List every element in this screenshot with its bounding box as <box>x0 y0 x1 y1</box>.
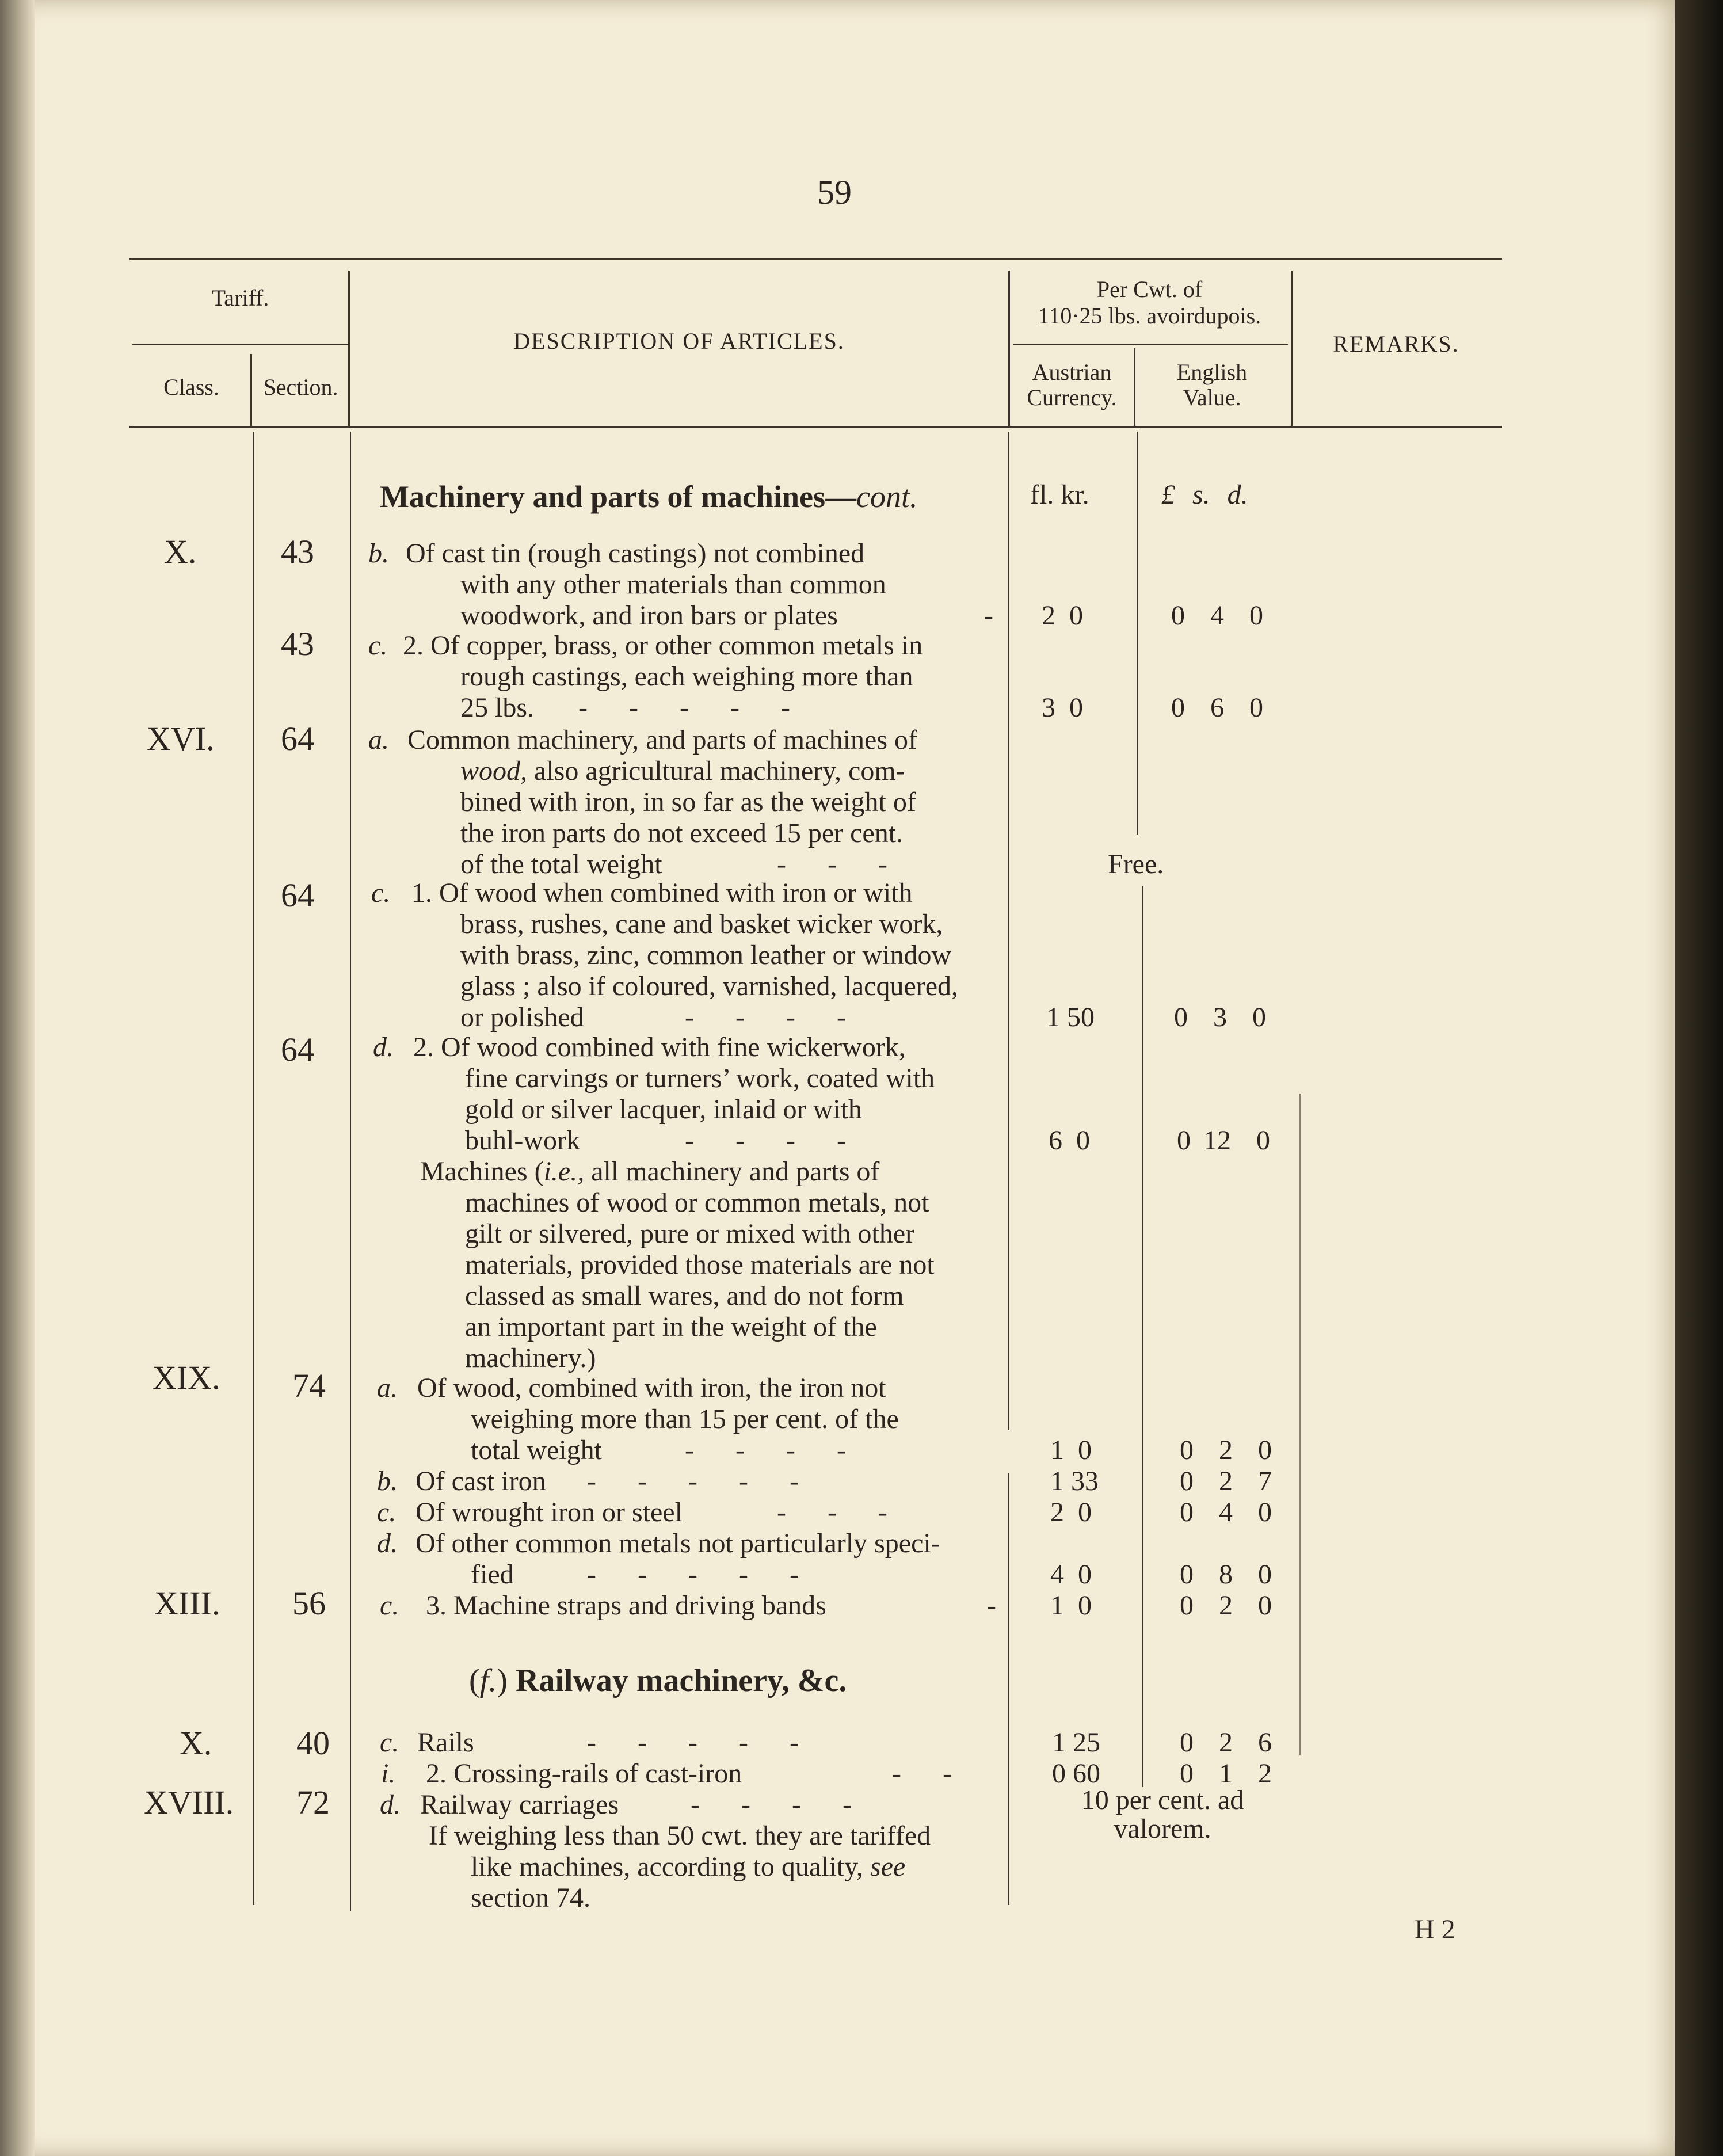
section-number: 64 <box>281 877 314 914</box>
item-letter: c. <box>371 878 391 908</box>
desc-line: materials, provided those materials are not <box>465 1250 935 1280</box>
desc-line: fied <box>471 1559 514 1590</box>
desc-line: total weight <box>471 1435 602 1465</box>
desc-line: Of cast tin (rough castings) not combined <box>406 538 865 569</box>
desc-line: 25 lbs. <box>460 692 535 723</box>
section-number: 64 <box>281 720 314 757</box>
header-class: Class. <box>163 374 219 400</box>
english-value: 0 2 0 <box>1180 1435 1272 1465</box>
desc-line: Of wrought iron or steel <box>415 1497 683 1528</box>
desc-line: section 74. <box>471 1883 590 1913</box>
section-number: 56 <box>292 1584 326 1622</box>
english-value: 0 12 0 <box>1177 1125 1270 1156</box>
austrian-value: 0 60 <box>1052 1758 1100 1789</box>
section-heading-main: Machinery and parts of machines— <box>380 479 856 514</box>
table-top-rule <box>129 258 1502 260</box>
english-value: 0 1 2 <box>1180 1758 1272 1789</box>
header-austrian-1: Austrian <box>1032 359 1112 385</box>
ad-valorem-line-1: 10 per cent. ad <box>1081 1785 1244 1815</box>
body-divider-cur-bottom <box>1142 886 1143 1787</box>
desc-line: glass ; also if coloured, varnished, lacquered, <box>460 971 959 1001</box>
unit-lsd: £ s. d. <box>1161 479 1248 510</box>
desc-italic: see <box>870 1852 906 1882</box>
class-label: X. <box>164 533 197 570</box>
class-label: X. <box>180 1724 212 1762</box>
desc-line: Common machinery, and parts of machines of <box>407 725 917 755</box>
desc-line: machines of wood or common metals, not <box>465 1187 929 1218</box>
austrian-value: 6 0 <box>1049 1125 1090 1156</box>
item-letter: b. <box>368 538 389 569</box>
desc-line: 2. Of copper, brass, or other common metals in <box>403 630 923 661</box>
desc-line: Of wood, combined with iron, the iron not <box>417 1373 886 1403</box>
unit-fl-kr: fl. kr. <box>1030 479 1089 510</box>
desc-line: with brass, zinc, common leather or window <box>460 940 952 970</box>
desc-italic: i.e., <box>543 1156 585 1187</box>
desc-italic: wood, <box>460 756 528 786</box>
desc-line: an important part in the weight of the <box>465 1312 877 1342</box>
english-value: 0 2 0 <box>1180 1590 1272 1621</box>
tariff-subrule <box>132 344 348 345</box>
header-per-cwt-1: Per Cwt. of <box>1096 276 1203 302</box>
body-divider-remarks <box>1299 1094 1301 1755</box>
section-heading-railway <box>469 1662 847 1699</box>
item-letter: d. <box>373 1032 394 1062</box>
header-section: Section. <box>263 374 338 400</box>
section-number: 43 <box>281 625 314 662</box>
header-divider-1 <box>348 271 350 426</box>
item-letter: c. <box>380 1727 399 1758</box>
ad-valorem-line-2: valorem. <box>1114 1814 1211 1844</box>
per-cwt-subrule <box>1013 344 1288 345</box>
header-per-cwt-2: 110·25 lbs. avoirdupois. <box>1038 303 1261 329</box>
heading-paren: ) <box>497 1663 508 1698</box>
austrian-value: 1 50 <box>1046 1002 1095 1033</box>
heading-paren: ( <box>469 1663 480 1698</box>
desc-line: Rails <box>417 1727 474 1758</box>
desc-line: Railway carriages <box>420 1789 619 1820</box>
austrian-value: 1 25 <box>1052 1727 1100 1758</box>
section-number: 40 <box>296 1724 330 1762</box>
desc-line: gilt or silvered, pure or mixed with other <box>465 1218 915 1249</box>
dot-leader: - - - - - <box>578 692 790 723</box>
desc-line: 1. Of wood when combined with iron or with <box>411 878 913 908</box>
austrian-value: 1 33 <box>1050 1466 1099 1496</box>
desc-line: classed as small wares, and do not form <box>465 1281 904 1311</box>
english-value: 0 2 6 <box>1180 1727 1272 1758</box>
desc-line: with any other materials than common <box>460 569 886 600</box>
header-english-2: Value. <box>1183 384 1241 410</box>
free-label: Free. <box>1108 849 1164 879</box>
dot-leader: - - - - <box>685 1435 846 1465</box>
austrian-value: 4 0 <box>1050 1559 1092 1590</box>
dot-leader: - - <box>892 1758 952 1789</box>
item-letter: a. <box>377 1373 398 1403</box>
item-letter: a. <box>368 725 389 755</box>
dot-leader: - - - - <box>691 1789 852 1820</box>
dot-leader: - - - <box>777 1497 887 1528</box>
dot-leader: - <box>987 1590 996 1621</box>
section-number: 64 <box>281 1031 314 1068</box>
class-label: XVIII. <box>144 1784 234 1821</box>
desc-text: Machines ( <box>420 1156 544 1187</box>
dot-leader: - - - - - <box>587 1466 799 1496</box>
body-divider-desc-lower <box>1008 1473 1009 1905</box>
desc-line: gold or silver lacquer, inlaid or with <box>465 1094 862 1125</box>
english-value: 0 4 0 <box>1171 600 1263 631</box>
body-divider-class <box>253 432 254 1905</box>
header-description: DESCRIPTION OF ARTICLES. <box>513 328 845 354</box>
english-value: 0 8 0 <box>1180 1559 1272 1590</box>
item-letter: b. <box>377 1466 398 1496</box>
body-divider-cur-top <box>1137 432 1138 835</box>
desc-line <box>460 755 905 787</box>
desc-line: brass, rushes, cane and basket wicker work, <box>460 909 943 939</box>
section-heading-machinery <box>380 479 917 515</box>
signature-mark: H 2 <box>1415 1914 1455 1945</box>
header-english-1: English <box>1176 359 1248 385</box>
class-label: XVI. <box>147 720 215 757</box>
austrian-value: 1 0 <box>1050 1590 1092 1621</box>
section-heading-cont: cont. <box>856 479 918 514</box>
austrian-value: 2 0 <box>1042 600 1083 631</box>
item-letter: c. <box>380 1590 399 1621</box>
section-number: 43 <box>281 533 314 570</box>
desc-line: bined with iron, in so far as the weight of <box>460 787 916 817</box>
desc-line: rough castings, each weighing more than <box>460 661 913 692</box>
dot-leader: - - - - - <box>587 1727 799 1758</box>
page-number: 59 <box>817 173 852 211</box>
dot-leader: - - - - - <box>587 1559 799 1590</box>
desc-line: machinery.) <box>465 1343 596 1373</box>
heading-title: Railway machinery, &c. <box>515 1663 847 1698</box>
english-value: 0 4 0 <box>1180 1497 1272 1528</box>
header-tariff: Tariff. <box>211 285 269 311</box>
desc-line: woodwork, and iron bars or plates <box>460 600 838 631</box>
desc-line: of the total weight <box>460 849 662 879</box>
desc-text: like machines, according to quality, <box>471 1852 864 1882</box>
desc-line: weighing more than 15 per cent. of the <box>471 1404 899 1434</box>
desc-line: Of cast iron <box>415 1466 546 1496</box>
desc-line: or polished <box>460 1002 584 1033</box>
class-label: XIX. <box>153 1359 220 1396</box>
header-remarks: REMARKS. <box>1333 331 1459 357</box>
header-divider-class <box>250 354 252 426</box>
desc-line: buhl-work <box>465 1125 580 1156</box>
body-divider-section <box>350 432 351 1911</box>
english-value: 0 2 7 <box>1180 1466 1272 1496</box>
desc-line <box>420 1156 879 1187</box>
english-value: 0 6 0 <box>1171 692 1263 723</box>
austrian-value: 1 0 <box>1050 1435 1092 1465</box>
book-edge <box>1675 0 1723 2156</box>
desc-line <box>471 1851 905 1883</box>
austrian-value: 3 0 <box>1042 692 1083 723</box>
desc-line: 3. Machine straps and driving bands <box>426 1590 826 1621</box>
item-letter: d. <box>380 1789 401 1820</box>
english-value: 0 3 0 <box>1174 1002 1266 1033</box>
header-austrian-2: Currency. <box>1027 384 1117 410</box>
dot-leader: - - - <box>777 849 887 879</box>
desc-line: If weighing less than 50 cwt. they are tariffed <box>429 1820 931 1851</box>
item-letter: i. <box>381 1758 396 1789</box>
dot-leader: - <box>984 600 993 631</box>
desc-text: also agricultural machinery, com- <box>534 756 905 786</box>
item-letter: c. <box>377 1497 397 1528</box>
desc-line: the iron parts do not exceed 15 per cent. <box>460 818 904 848</box>
dot-leader: - - - - <box>685 1002 846 1033</box>
desc-line: Of other common metals not particularly speci- <box>415 1528 940 1559</box>
dot-leader: - - - - <box>685 1125 846 1156</box>
desc-line: 2. Of wood combined with fine wickerwork, <box>413 1032 906 1062</box>
class-label: XIII. <box>154 1584 220 1622</box>
book-spine-shadow <box>0 0 35 2156</box>
heading-letter: f. <box>479 1663 497 1698</box>
header-bottom-rule <box>129 426 1502 428</box>
desc-text: all machinery and parts of <box>591 1156 880 1187</box>
section-number: 72 <box>296 1784 330 1821</box>
item-letter: d. <box>377 1528 398 1559</box>
austrian-value: 2 0 <box>1050 1497 1092 1528</box>
desc-line: 2. Crossing-rails of cast-iron <box>426 1758 742 1789</box>
desc-line: fine carvings or turners’ work, coated with <box>465 1063 935 1094</box>
body-divider-desc <box>1008 432 1009 1430</box>
item-letter: c. <box>368 630 388 661</box>
section-number: 74 <box>292 1367 326 1404</box>
